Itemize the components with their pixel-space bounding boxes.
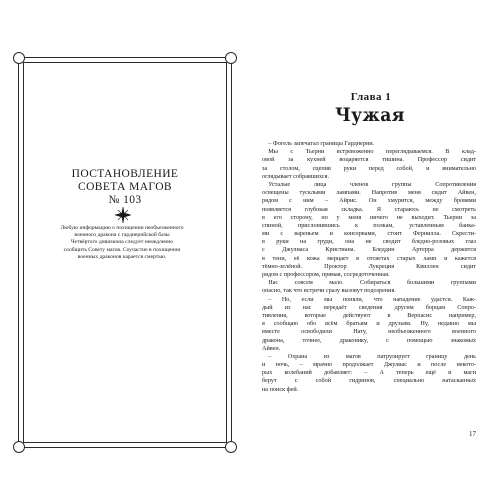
decree-title-line: ПОСТАНОВЛЕНИЕ [71, 168, 179, 180]
text-line: тёмно-зелёной. Проктор Лукреция Квиллен сидит [262, 262, 476, 270]
text-line: рядом с профессором, прямая, сосредоточенная. [262, 271, 390, 278]
text-line: в тени, её кожа мерцает в отсветах старых ламп и кажется [262, 254, 476, 262]
text-line: на поиск фей. [262, 385, 299, 393]
text-line: оглядывает собравшихся. [262, 172, 330, 180]
paragraph [262, 181, 476, 279]
chapter-label: Глава 1 [350, 91, 392, 103]
text-line: – Но, если мы поняли, что нападение удастся. Каж- [262, 295, 476, 303]
text-line: дракона, точнее, драконику, с помощью знакомых [262, 336, 476, 344]
text-line: и ночь, – мрачно продолжает Джулиас и после некото- [262, 361, 476, 369]
text-line: – Фогель запечатал границы Гарднерии. [262, 140, 375, 147]
text-line: спиной, прислонившись к полкам, уставленным банка- [262, 221, 476, 229]
frame-corner-ornament [13, 441, 25, 453]
paragraph [262, 296, 476, 353]
text-line: Мы с Тьерни встревоженно переглядываемся. В клад- [262, 148, 476, 156]
decree-body-line: военных драконов карается смертью. [77, 253, 167, 260]
frame-corner-ornament [13, 52, 25, 64]
decree-body-line: Четвёртого дивизиона следует немедленно [70, 239, 174, 246]
text-line: вместе освободили Нату, необъезженного военного [262, 328, 476, 336]
paragraph [262, 353, 476, 394]
text-line: рых колебаний добавляет: – А теперь ещё и маги [262, 369, 476, 377]
frame-corner-ornament [225, 441, 237, 453]
text-line: берут с собой гидринов, специально натасканных [262, 377, 476, 385]
text-line: освещены тусклыми лампами. Напротив меня сидит Айвен, [262, 189, 476, 197]
text-line: дый из нас передаёт сведения другим борцам Сопро- [262, 303, 476, 311]
paragraph [262, 279, 476, 295]
text-line: за столом, сцепив руки перед собой, и внимательно [262, 164, 476, 172]
text-line: опасно, так что встречи сразу вызовут подозрения. [262, 287, 396, 295]
text-line: в его сторону, но у меня ничего не выходит. Тьерни за [262, 213, 476, 221]
decree-body-line: Любую информацию о похищении необъезженного [60, 225, 184, 231]
page-number: 17 [469, 430, 476, 438]
text-line: появляется глубокая складка. Я стараюсь не смотреть [262, 205, 476, 213]
text-line: Нас совсем мало. Собираться большими группами [262, 279, 476, 287]
paragraph [262, 148, 476, 181]
text-line: тивления, которые действуют в Верпасис например, [262, 311, 476, 319]
text-line: рядом с ним – Айрис. Он хмурится, между бровями [262, 197, 476, 205]
frame-corner-ornament [225, 52, 237, 64]
text-line: – Охрана из магов патрулирует границу день [262, 352, 476, 360]
text-line: овой за кухней воцаряется тишина. Профессор сидит [262, 156, 476, 164]
text-line: ми с вареньем и консервами, стоит Фернилла. Скрести- [262, 230, 476, 238]
chapter-title: Чужая [335, 104, 405, 126]
star-ornament-icon [115, 207, 131, 223]
text-line: в руки на груди, она не сводит бледно-розовых глаз [262, 238, 476, 246]
decree-title-line: СОВЕТА МАГОВ [78, 181, 172, 193]
text-line: Айвен. [262, 344, 281, 352]
paragraph [262, 140, 476, 148]
text-line: с Джулиаса Кристиана. Бледдин Артерра держится [262, 246, 476, 254]
text-line: я сообщаю обо всём братьям и друзьям. Ну, недавно мы [262, 320, 476, 328]
decree-number: № 103 [108, 194, 142, 206]
chapter-body [262, 140, 476, 394]
decree-body-line: военного дракона с гарднерийской базы [74, 232, 170, 239]
text-line: Усталые лица членов группы Сопротивления [262, 180, 476, 188]
decree-title [30, 168, 220, 207]
decree-body [36, 225, 208, 261]
decree-body-line: сообщить Совету магов. Соучастие в похищении [63, 246, 181, 253]
